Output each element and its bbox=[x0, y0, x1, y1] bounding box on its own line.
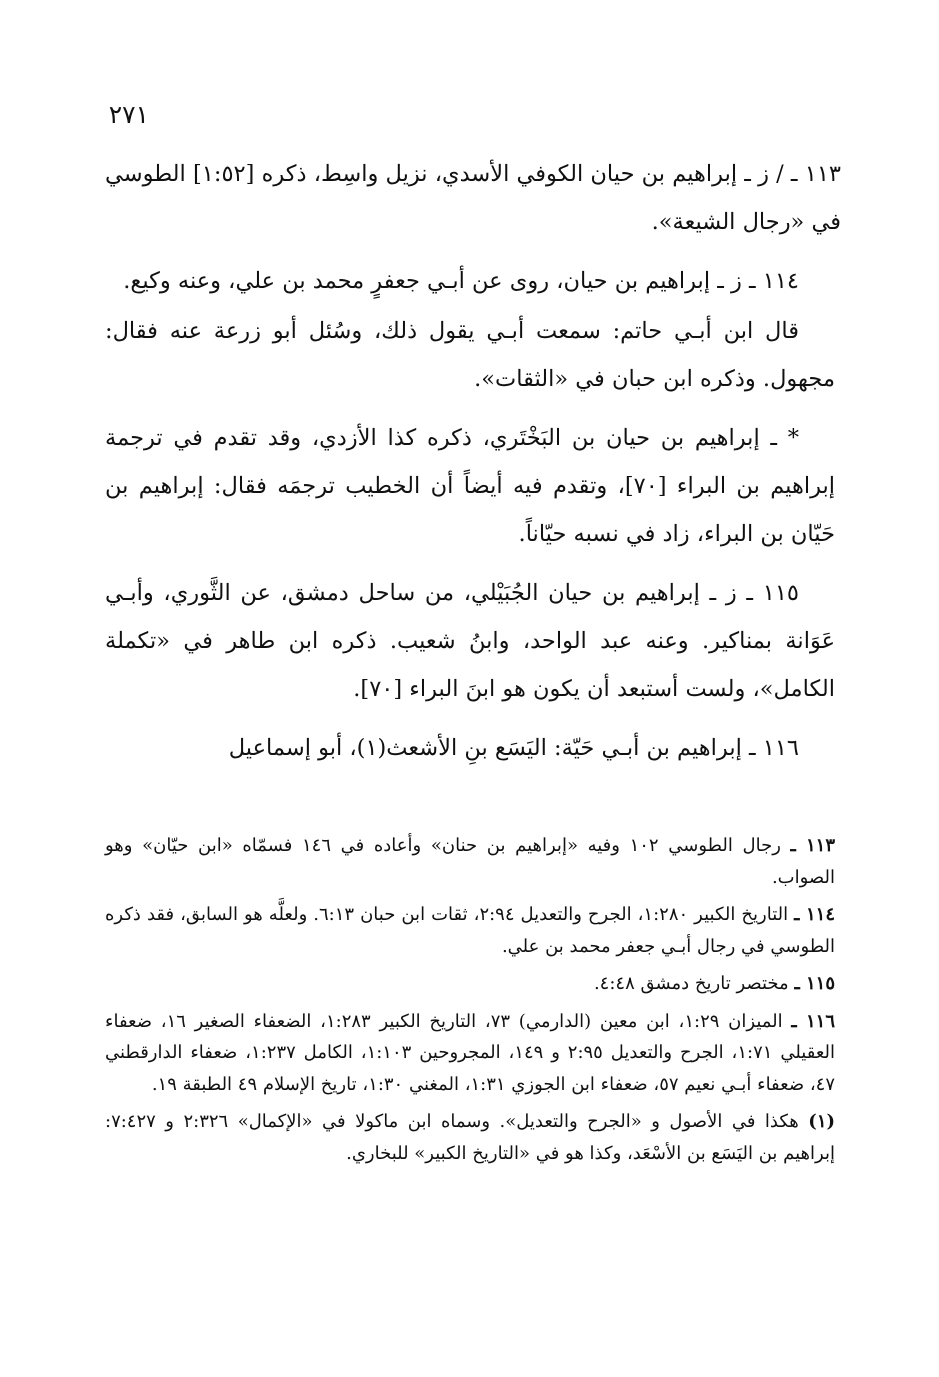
footnote-number: (١) bbox=[808, 1111, 836, 1132]
entry-star-cross-reference: * ـ إبراهيم بن حيان بن البَخْتَري، ذكره كذا الأزدي، وقد تقدم في ترجمة إبراهيم بن البراء [٧٠]، وتقدم فيه أيضاً أن الخطيب ترجمَه فقال: إبراهيم بن حَيّان بن البراء، زاد في نسبه حيّاناً. bbox=[105, 425, 836, 547]
footnote-115 bbox=[105, 968, 835, 1000]
footnote-number: ١١٤ ـ bbox=[794, 904, 835, 925]
footnote-113 bbox=[105, 830, 835, 893]
entry-113: ١١٣ ـ / ز ـ إبراهيم بن حيان الكوفي الأسدي، نزيل واسِط، ذكره [١:٥٢] الطوسي في «رجال الشيعة». bbox=[105, 161, 841, 235]
footnote-text: التاريخ الكبير ١:٢٨٠، الجرح والتعديل ٢:٩٤، ثقات ابن حبان ٦:١٣. ولعلَّه هو السابق، فقد ذكره الطوسي في رجال أبـي جعفر محمد بن علي. bbox=[105, 904, 835, 957]
footnote-text: رجال الطوسي ١٠٢ وفيه «إبراهيم بن حنان» وأعاده في ١٤٦ فسمّاه «ابن حيّان» وهو الصواب. bbox=[105, 835, 835, 888]
page-number: ٢٧١ bbox=[108, 100, 149, 129]
footnote-116 bbox=[105, 1006, 835, 1101]
footnotes bbox=[105, 830, 835, 1175]
footnote-114 bbox=[105, 899, 835, 962]
entry-114-comment: قال ابن أبـي حاتم: سمعت أبـي يقول ذلك، وسُئل أبو زرعة عنه فقال: مجهول. وذكره ابن حبان في «الثقات». bbox=[105, 318, 835, 392]
footnote-number: ١١٦ ـ bbox=[791, 1010, 836, 1032]
entry-115: ١١٥ ـ ز ـ إبراهيم بن حيان الجُبَيْلي، من ساحل دمشق، عن الثَّوري، وأبـي عَوَانة بمناكير. وعنه عبد الواحد، وابنُ شعيب. ذكره ابن طاهر في «تكملة الكامل»، ولست أستبعد أن يكون هو ابنَ البراء [٧٠]. bbox=[105, 580, 835, 702]
footnote-number: ١١٣ ـ bbox=[790, 835, 835, 856]
footnote-number: ١١٥ ـ bbox=[794, 973, 835, 994]
entry-116: ١١٦ ـ إبراهيم بن أبـي حَيّة: اليَسَع بنِ الأشعث(١)، أبو إسماعيل bbox=[228, 735, 799, 761]
footnote-1 bbox=[105, 1106, 835, 1169]
footnote-text: مختصر تاريخ دمشق ٤:٤٨. bbox=[593, 973, 789, 994]
footnote-text: هكذا في الأصول و «الجرح والتعديل». وسماه ابن ماكولا في «الإكمال» ٢:٣٢٦ و ٧:٤٢٧: إبراهيم بن اليَسَع بن الأسْعَد، وكذا هو في «التاريخ الكبير» للبخاري. bbox=[105, 1111, 835, 1164]
footnote-text: الميزان ١:٢٩، ابن معين (الدارمي) ٧٣، التاريخ الكبير ١:٢٨٣، الضعفاء الصغير ١٦، ضعفاء العقيلي ١:٧١، الجرح والتعديل ٢:٩٥ و ١٤٩، المجروحين ١:١٠٣، الكامل ١:٢٣٧، ضعفاء الدارقطني ٤٧، ضعفاء أبـي نعيم ٥٧، ضعفاء ابن الجوزي ١:٣١، المغني ١:٣٠، تاريخ الإسلام ٤٩ الطبقة ١٩. bbox=[105, 1010, 836, 1095]
main-text bbox=[105, 150, 841, 783]
entry-114: ١١٤ ـ ز ـ إبراهيم بن حيان، روى عن أبـي جعفرٍ محمد بن علي، وعنه وكيع. bbox=[123, 268, 799, 294]
